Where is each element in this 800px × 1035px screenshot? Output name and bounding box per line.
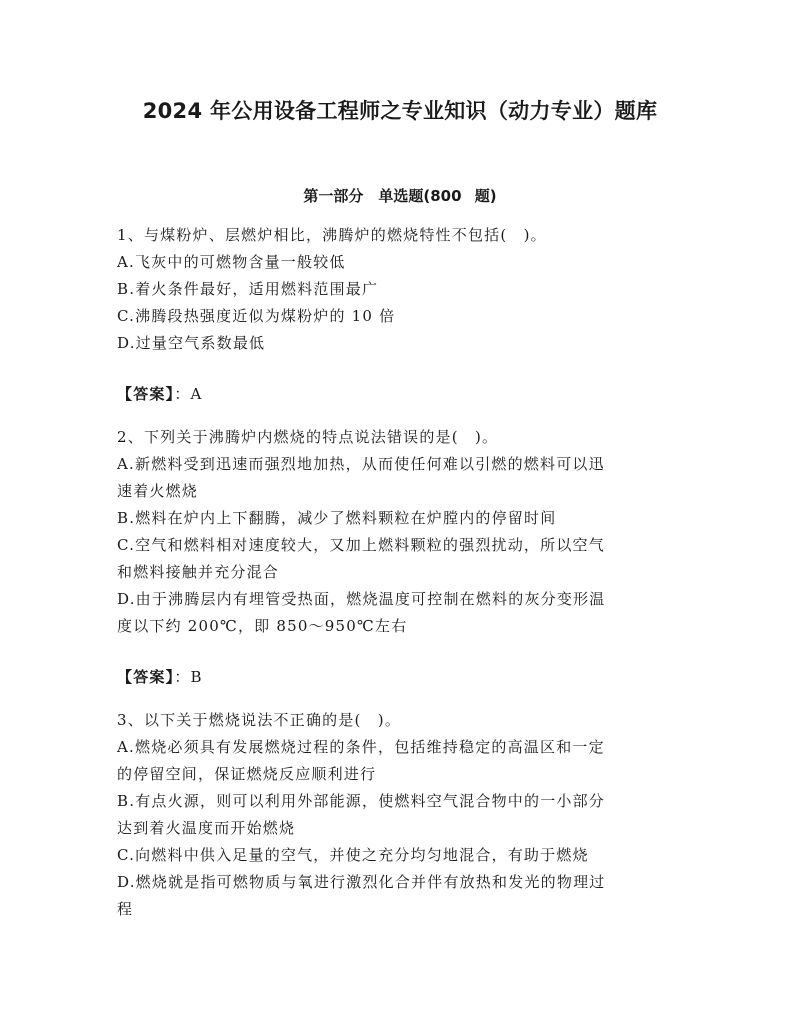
question-2 bbox=[117, 424, 677, 707]
question-3 bbox=[117, 707, 677, 923]
option-a: A.燃烧必须具有发展燃烧过程的条件，包括维持稳定的高温区和一定 bbox=[117, 738, 605, 756]
option-a: A.新燃料受到迅速而强烈地加热，从而使任何难以引燃的燃料可以迅 bbox=[117, 455, 605, 473]
option-d: D.过量空气系数最低 bbox=[117, 334, 266, 352]
option-b: B.有点火源，则可以利用外部能源，使燃料空气混合物中的一小部分 bbox=[117, 792, 605, 810]
option-c-continued: 和燃料接触并充分混合 bbox=[117, 563, 280, 581]
option-d: D.由于沸腾层内有埋管受热面，燃烧温度可控制在燃料的灰分变形温 bbox=[117, 590, 606, 608]
document-title: 2024 年公用设备工程师之专业知识（动力专业）题库 bbox=[142, 99, 658, 123]
section-title: 第一部分 单选题(800 题) bbox=[303, 187, 497, 205]
question-stem: 3、以下关于燃烧说法不正确的是( )。 bbox=[117, 711, 402, 729]
answer-value: ：A bbox=[174, 385, 203, 403]
option-d-continued: 度以下约 200℃，即 850～950℃左右 bbox=[117, 617, 408, 635]
question-1 bbox=[117, 222, 677, 424]
option-d-continued: 程 bbox=[117, 900, 134, 918]
option-a: A.飞灰中的可燃物含量一般较低 bbox=[117, 253, 346, 271]
answer bbox=[117, 381, 677, 408]
option-c: C.空气和燃料相对速度较大，又加上燃料颗粒的强烈扰动，所以空气 bbox=[117, 536, 605, 554]
option-d: D.燃烧就是指可燃物质与氧进行激烈化合并伴有放热和发光的物理过 bbox=[117, 873, 606, 891]
option-b-continued: 达到着火温度而开始燃烧 bbox=[117, 819, 296, 837]
answer-value: ：B bbox=[174, 668, 203, 686]
option-b: B.着火条件最好，适用燃料范围最广 bbox=[117, 280, 379, 298]
option-c: C.向燃料中供入足量的空气，并使之充分均匀地混合，有助于燃烧 bbox=[117, 846, 589, 864]
option-a-continued: 的停留空间，保证燃烧反应顺利进行 bbox=[117, 765, 377, 783]
question-stem: 1、与煤粉炉、层燃炉相比，沸腾炉的燃烧特性不包括( )。 bbox=[117, 226, 547, 244]
option-a-continued: 速着火燃烧 bbox=[117, 482, 199, 500]
answer bbox=[117, 664, 677, 691]
option-c: C.沸腾段热强度近似为煤粉炉的 10 倍 bbox=[117, 307, 396, 325]
question-stem: 2、下列关于沸腾炉内燃烧的特点说法错误的是( )。 bbox=[117, 428, 499, 446]
answer-label: 【答案】 bbox=[117, 385, 175, 403]
question-list bbox=[117, 222, 677, 923]
option-b: B.燃料在炉内上下翻腾，减少了燃料颗粒在炉膛内的停留时间 bbox=[117, 509, 557, 527]
answer-label: 【答案】 bbox=[117, 668, 175, 686]
